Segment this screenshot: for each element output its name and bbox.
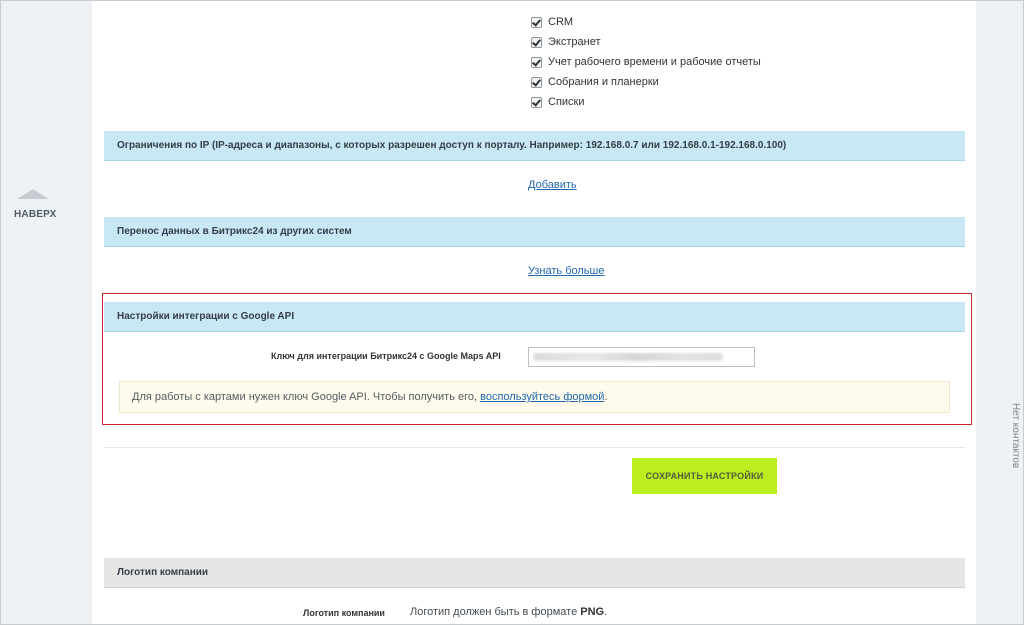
- add-ip-link[interactable]: Добавить: [528, 179, 577, 191]
- notice-end: .: [604, 391, 608, 403]
- logo-hint-end: .: [604, 606, 608, 618]
- migration-header: Перенос данных в Битрикс24 из других систем: [104, 217, 965, 247]
- scroll-up-button[interactable]: [14, 187, 57, 227]
- module-label: Списки: [548, 96, 585, 108]
- checkbox-lists[interactable]: [531, 97, 542, 108]
- module-label: Учет рабочего времени и рабочие отчеты: [548, 56, 761, 68]
- module-item-crm: [531, 12, 761, 32]
- google-maps-key-label: Ключ для интеграции Битрикс24 с Google Maps API: [271, 351, 501, 361]
- right-rail: [977, 1, 1023, 624]
- module-item-extranet: [531, 32, 761, 52]
- module-label: Собрания и планерки: [548, 76, 659, 88]
- scroll-up-label: НАВЕРХ: [14, 209, 57, 220]
- google-api-header: Настройки интеграции с Google API: [104, 302, 965, 332]
- redacted-key-value: [533, 353, 723, 361]
- arrow-up-icon: [17, 189, 49, 199]
- notice-text: Для работы с картами нужен ключ Google API. Чтобы получить его,: [132, 391, 478, 403]
- get-key-form-link[interactable]: воспользуйтесь формой: [480, 391, 605, 403]
- module-label: Экстранет: [548, 36, 601, 48]
- module-item-timeman: [531, 52, 761, 72]
- logo-hint-format: PNG: [580, 606, 605, 618]
- module-label: CRM: [548, 16, 574, 28]
- company-logo-header: Логотип компании: [104, 558, 965, 588]
- module-item-lists: [531, 92, 761, 112]
- checkbox-extranet[interactable]: [531, 37, 542, 48]
- main-content: [92, 1, 976, 624]
- logo-hint-text: Логотип должен быть в формате: [410, 606, 578, 618]
- ip-restrictions-header: Ограничения по IP (IP-адреса и диапазоны, с которых разрешен доступ к порталу. Например: 192.168.0.7 или 192.168.0.1-192.168.0.100): [104, 131, 965, 161]
- section-divider: [104, 447, 965, 448]
- google-api-notice: [119, 381, 950, 413]
- company-logo-label: Логотип компании: [303, 608, 385, 618]
- learn-more-link[interactable]: Узнать больше: [528, 265, 605, 277]
- checkbox-meetings[interactable]: [531, 77, 542, 88]
- checkbox-timeman[interactable]: [531, 57, 542, 68]
- save-settings-button[interactable]: СОХРАНИТЬ НАСТРОЙКИ: [632, 458, 777, 494]
- no-contacts-label: Нет контактов: [1010, 403, 1021, 469]
- checkbox-crm[interactable]: [531, 17, 542, 28]
- modules-checklist: [531, 12, 761, 112]
- module-item-meetings: [531, 72, 761, 92]
- left-rail: [1, 1, 91, 624]
- company-logo-hint: [410, 606, 607, 618]
